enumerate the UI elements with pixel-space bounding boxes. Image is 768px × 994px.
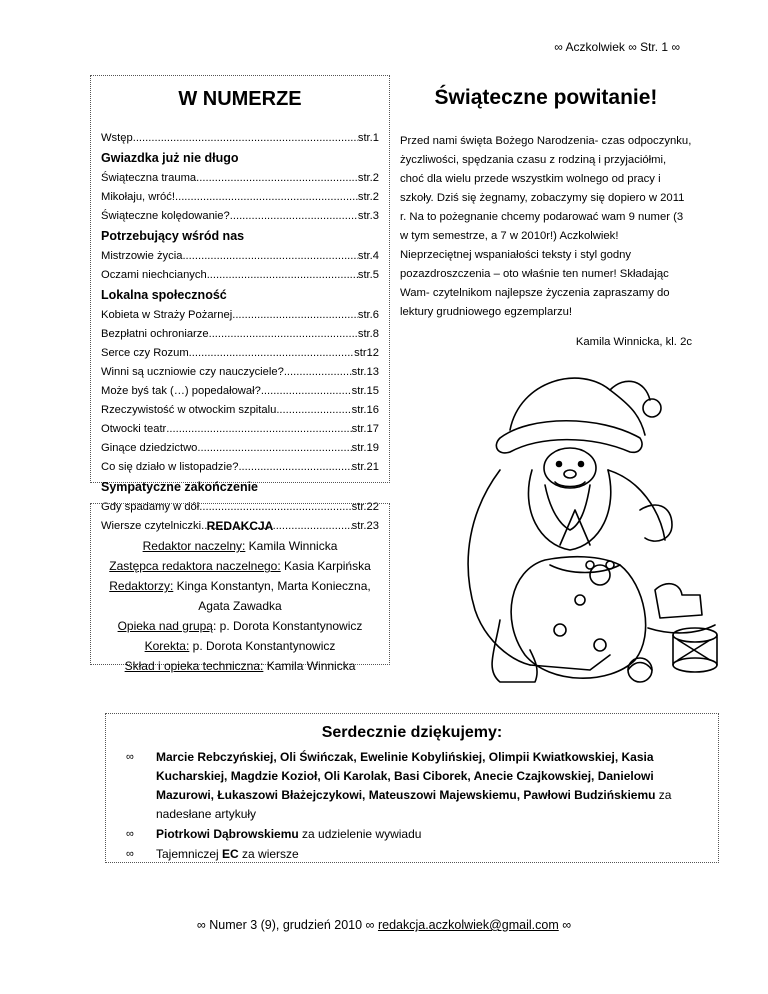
thanks-names: EC (222, 847, 239, 861)
toc-entry (101, 344, 379, 363)
editorial-person: p. Dorota Konstantynowicz (189, 639, 336, 653)
toc-entry (101, 306, 379, 325)
footer-end: ∞ (558, 918, 572, 932)
toc-entry (101, 420, 379, 439)
toc-entry-page: str.23 (351, 520, 379, 532)
toc-entry-title: Świąteczna trauma (101, 172, 197, 184)
editorial-row (95, 556, 385, 576)
toc-entry (101, 129, 379, 148)
toc-dot-leader (261, 382, 352, 401)
toc-dot-leader (232, 306, 358, 325)
toc-entry-page: str.17 (351, 423, 379, 435)
infinity-bullet-icon: ∞ (126, 828, 134, 840)
editorial-person: Kamila Winnicka (245, 539, 338, 553)
thanks-item (116, 825, 708, 844)
toc-dot-leader (182, 247, 357, 266)
toc-entry-title: Serce czy Rozum (101, 347, 189, 359)
toc-section-heading: Gwiazdka już nie długo (101, 151, 239, 165)
toc-entry-page: str.15 (351, 385, 379, 397)
footer-issue: ∞ Numer 3 (9), grudzień 2010 ∞ (196, 918, 378, 932)
toc-dot-leader (196, 169, 358, 188)
toc-dot-leader (207, 266, 358, 285)
editorial-row (95, 616, 385, 636)
welcome-title: Świąteczne powitanie! (434, 86, 658, 109)
editorial-role-label: Redaktorzy: (109, 579, 174, 593)
toc-entry-page: str.16 (351, 404, 379, 416)
toc-entry-page: str.2 (357, 172, 379, 184)
editorial-person: : p. Dorota Konstantynowicz (212, 619, 363, 633)
toc-dot-leader (189, 344, 354, 363)
editorial-role-label: Zastępca redaktora naczelnego: (109, 559, 281, 573)
toc-entry-page: str.22 (351, 501, 379, 513)
thanks-title: Serdecznie dziękujemy: (321, 724, 503, 741)
toc-entry (101, 401, 379, 420)
toc-entry-title: Wiersze czytelniczki (101, 520, 202, 532)
toc-entry-title: Bezpłatni ochroniarze (101, 328, 209, 340)
toc-entry-page: str.6 (357, 309, 379, 321)
toc-section-heading: Lokalna społeczność (101, 288, 227, 302)
toc-dot-leader (197, 439, 351, 458)
toc-dot-leader (230, 207, 358, 226)
toc-dot-leader (133, 129, 358, 148)
thanks-item (116, 748, 708, 824)
thanks-reason: za udzielenie wywiadu (298, 827, 422, 841)
toc-entry-page: str.4 (357, 250, 379, 262)
editorial-role-label: Korekta: (144, 639, 190, 653)
footer-email-link[interactable]: redakcja.aczkolwiek@gmail.com (377, 918, 559, 932)
toc-entry (101, 188, 379, 207)
thanks-box (105, 713, 719, 863)
editorial-row (95, 536, 385, 556)
toc-entry (101, 458, 379, 477)
editorial-row (95, 636, 385, 656)
thanks-list (116, 748, 708, 864)
toc-entry (101, 325, 379, 344)
editorial-person: Kinga Konstantyn, Marta Konieczna, Agata Zawadka (173, 579, 371, 613)
thanks-reason: za wiersze (238, 847, 299, 861)
toc-entry-page: str.8 (357, 328, 379, 340)
santa-claus-illustration (440, 360, 730, 690)
toc-entry-title: Gdy spadamy w dół (101, 501, 200, 513)
toc-entry-page: str.3 (357, 210, 379, 222)
toc-dot-leader (175, 188, 358, 207)
infinity-bullet-icon: ∞ (126, 751, 134, 763)
toc-entry (101, 382, 379, 401)
toc-entry (101, 169, 379, 188)
toc-entry-title: Oczami niechcianych (101, 269, 207, 281)
toc-entry-page: str.19 (351, 442, 379, 454)
welcome-body: Przed nami święta Bożego Narodzenia- czas odpoczynku, życzliwości, spędzania czasu z rodziną i przyjaciółmi, choć dla wielu przede wszystkim wolnego od pracy i szkoły. Dziś się żegnamy, zobaczymy się dopiero w 2011 r. Na to pożegnanie chcemy podarować wam 9 numer (3 w tym semestrze, a 7 w 2010r!) Aczkolwiek! Nieprzeciętnej wspaniałości teksty i styl godny pozazdroszczenia – oto właśnie ten numer! Składając Wam- czytelnikom najlepsze życzenia zapraszamy do lektury grudniowego egzemplarzu! (400, 135, 692, 318)
toc-dot-leader (166, 420, 351, 439)
toc-entry-page: str.1 (357, 132, 379, 144)
toc-entry-title: Ginące dziedzictwo (101, 442, 198, 454)
toc-entry-page: str.5 (357, 269, 379, 281)
toc-entry-title: Może byś tak (…) popedałował? (101, 385, 261, 397)
toc-entry-title: Mistrzowie życia (101, 250, 183, 262)
toc-entry-title: Winni są uczniowie czy nauczyciele? (101, 366, 284, 378)
page-header: ∞ Aczkolwiek ∞ Str. 1 ∞ (554, 40, 680, 54)
welcome-signature: Kamila Winnicka, kl. 2c (575, 336, 692, 348)
toc-dot-leader (276, 401, 351, 420)
toc-entry (101, 247, 379, 266)
toc-entry (101, 439, 379, 458)
toc-section-heading: Sympatyczne zakończenie (101, 480, 259, 494)
toc-entry-title: Mikołaju, wróć! (101, 191, 175, 203)
toc-dot-leader (209, 325, 358, 344)
editorial-title: REDAKCJA (206, 519, 274, 533)
welcome-article (400, 78, 692, 348)
toc-dot-leader (238, 458, 351, 477)
toc-entry-title: Otwocki teatr (101, 423, 167, 435)
toc-list (101, 129, 379, 536)
editorial-role-label: Skład i opieka techniczna: (124, 659, 264, 673)
toc-title: W NUMERZE (178, 88, 302, 110)
toc-entry-title: Co się działo w listopadzie? (101, 461, 239, 473)
editorial-team-box (90, 503, 390, 673)
toc-entry-page: str.2 (357, 191, 379, 203)
toc-entry-title: Wstęp (101, 132, 133, 144)
toc-entry (101, 363, 379, 382)
thanks-names: Marcie Rebczyńskiej, Oli Świńczak, Ewelinie Kobylińskiej, Olimpii Kwiatkowskiej, Kasia Kucharskiej, Magdzie Kozioł, Oli Karolak, Basi Ciborek, Anecie Czajkowskiej, Danielowi Mazurowi, Łukaszowi Błażejczykowi, Mateuszowi Majewskiemu, Pawłowi Budzińskiemu (156, 750, 656, 802)
editorial-role-label: Redaktor naczelny: (142, 539, 246, 553)
toc-entry-page: str.13 (351, 366, 379, 378)
toc-entry (101, 207, 379, 226)
toc-entry-title: Świąteczne kolędowanie? (101, 210, 230, 222)
editorial-row (95, 576, 385, 616)
editorial-person: Kasia Karpińska (280, 559, 371, 573)
toc-entry-title: Kobieta w Straży Pożarnej (101, 309, 233, 321)
toc-entry-title: Rzeczywistość w otwockim szpitalu (101, 404, 277, 416)
toc-dot-leader (284, 363, 352, 382)
thanks-names: Piotrkowi Dąbrowskiemu (156, 827, 299, 841)
editorial-rows (95, 536, 385, 676)
toc-entry (101, 266, 379, 285)
thanks-reason: za nadesłane artykuły (156, 788, 672, 821)
thanks-prefix: Tajemniczej (156, 847, 223, 861)
toc-entry-page: str12 (354, 347, 379, 359)
editorial-row (95, 656, 385, 676)
toc-section-heading: Potrzebujący wśród nas (101, 229, 245, 243)
editorial-role-label: Opieka nad grupą (117, 619, 213, 633)
thanks-item (116, 845, 708, 864)
infinity-bullet-icon: ∞ (126, 848, 134, 860)
editorial-person: Kamila Winnicka (263, 659, 356, 673)
page-footer (0, 918, 768, 932)
toc-entry-page: str.21 (351, 461, 379, 473)
